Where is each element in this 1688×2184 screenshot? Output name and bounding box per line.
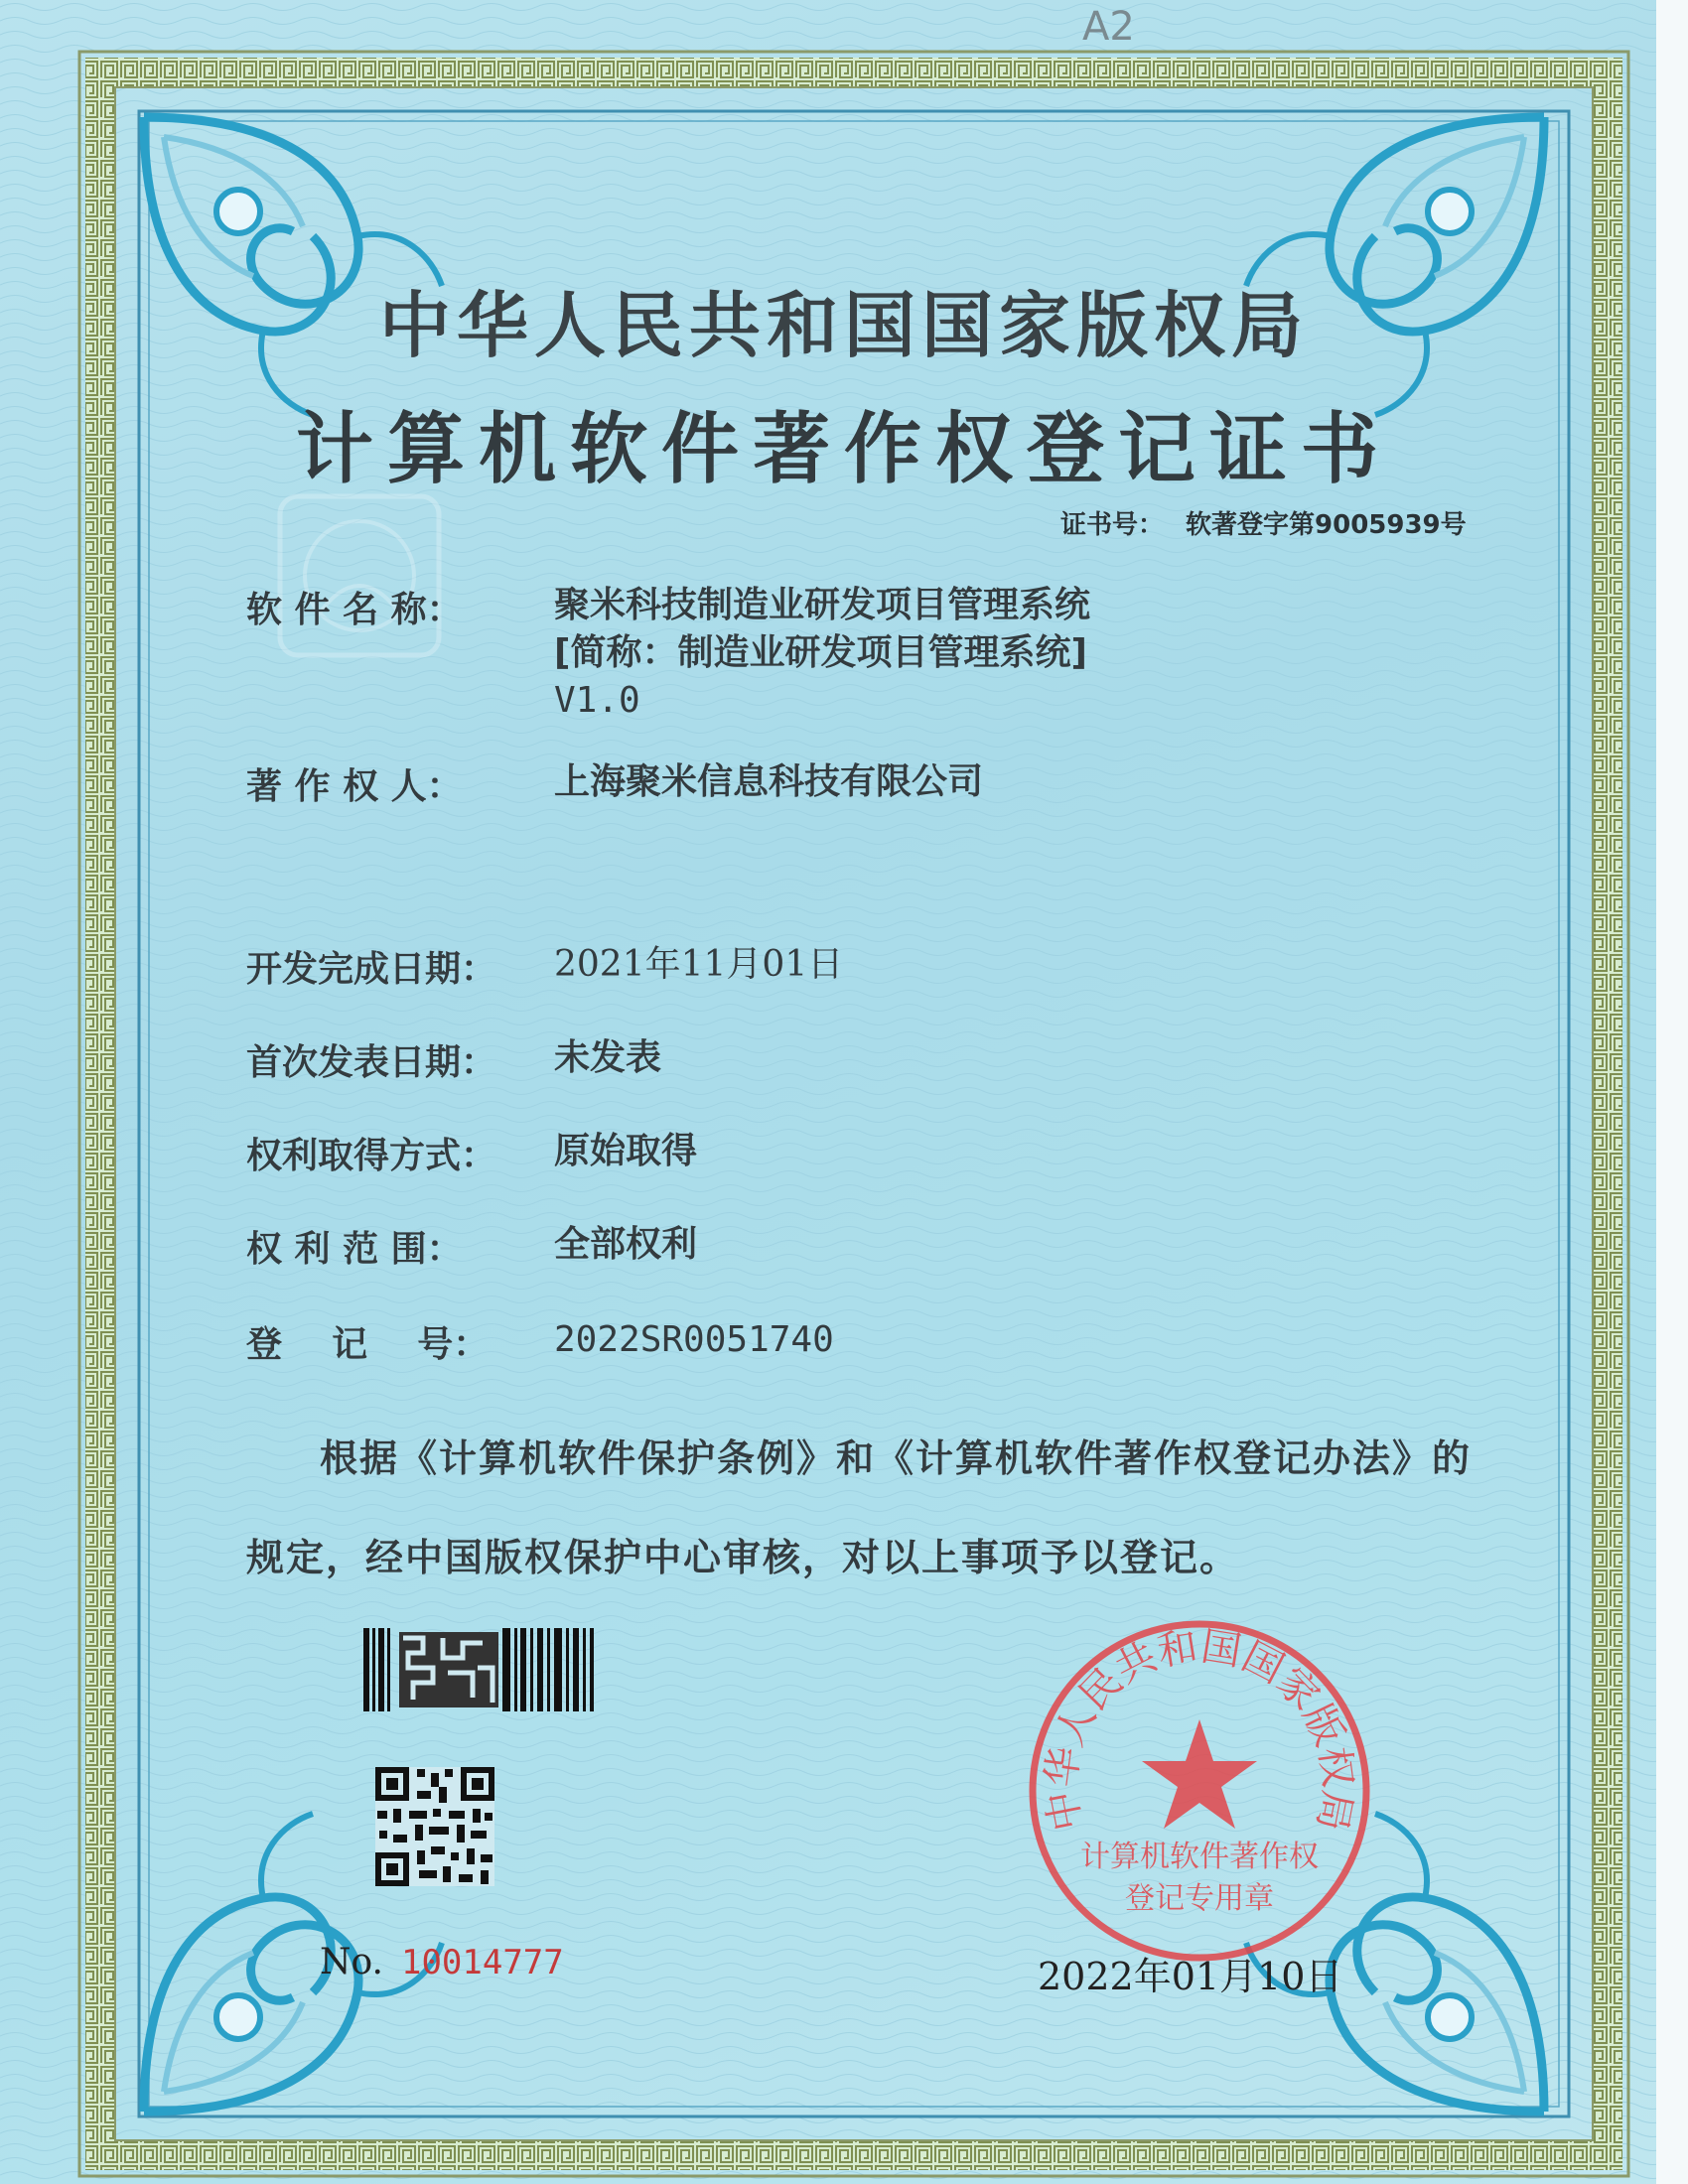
certificate-number bbox=[1060, 504, 1467, 541]
completion-date: 2021年11月01日 bbox=[554, 944, 844, 985]
handwritten-mark: A2 bbox=[1082, 4, 1135, 50]
field-label: 软 件 名 称： bbox=[246, 590, 463, 630]
software-version: V1.0 bbox=[554, 680, 640, 721]
qr-code bbox=[375, 1767, 494, 1886]
acquisition-method: 原始取得 bbox=[554, 1131, 698, 1171]
registration-number: 2022SR0051740 bbox=[554, 1319, 834, 1360]
field-label: 首次发表日期： bbox=[246, 1042, 497, 1083]
seal-inner-line-1: 计算机软件著作权 bbox=[1080, 1840, 1319, 1874]
certificate-title: 计算机软件著作权登记证书 bbox=[295, 404, 1392, 494]
statement-line-1: 根据《计算机软件保护条例》和《计算机软件著作权登记办法》的 bbox=[320, 1436, 1473, 1480]
greek-key-left bbox=[85, 58, 115, 2170]
certificate-number-value: 软著登字第9005939号 bbox=[1186, 510, 1467, 540]
copyright-owner: 上海聚米信息科技有限公司 bbox=[554, 761, 984, 802]
field-value bbox=[554, 582, 1090, 725]
software-name: 聚米科技制造业研发项目管理系统 bbox=[554, 585, 1091, 625]
official-seal bbox=[1021, 1612, 1378, 1970]
field-label: 权利取得方式： bbox=[246, 1136, 497, 1176]
seal-star-icon bbox=[1142, 1719, 1257, 1829]
field-label: 登 记 号： bbox=[246, 1324, 490, 1365]
seal-inner-line-2: 登记专用章 bbox=[1125, 1881, 1274, 1916]
field-label: 著 作 权 人： bbox=[246, 766, 463, 807]
publication-date: 未发表 bbox=[554, 1037, 662, 1078]
certificate-number-label: 证书号： bbox=[1060, 510, 1165, 540]
rights-scope: 全部权利 bbox=[554, 1224, 698, 1265]
serial-prefix: No. bbox=[320, 1942, 383, 1982]
software-short-name: [简称：制造业研发项目管理系统] bbox=[554, 632, 1087, 673]
issuing-authority: 中华人民共和国国家版权局 bbox=[378, 283, 1309, 367]
seal-outer-text: 中华人民共和国国家版权局 bbox=[1038, 1623, 1361, 1835]
serial-value: 10014777 bbox=[400, 1943, 564, 1982]
issue-date: 2022年01月10日 bbox=[1038, 1955, 1343, 1998]
greek-key-bottom bbox=[85, 2140, 1622, 2170]
field-label: 开发完成日期： bbox=[246, 949, 497, 990]
field-label: 权 利 范 围： bbox=[246, 1229, 463, 1270]
serial-number bbox=[320, 1942, 564, 1982]
statement-line-2: 规定，经中国版权保护中心审核，对以上事项予以登记。 bbox=[246, 1536, 1240, 1579]
greek-key-right bbox=[1593, 58, 1622, 2170]
greek-key-top bbox=[85, 58, 1622, 87]
